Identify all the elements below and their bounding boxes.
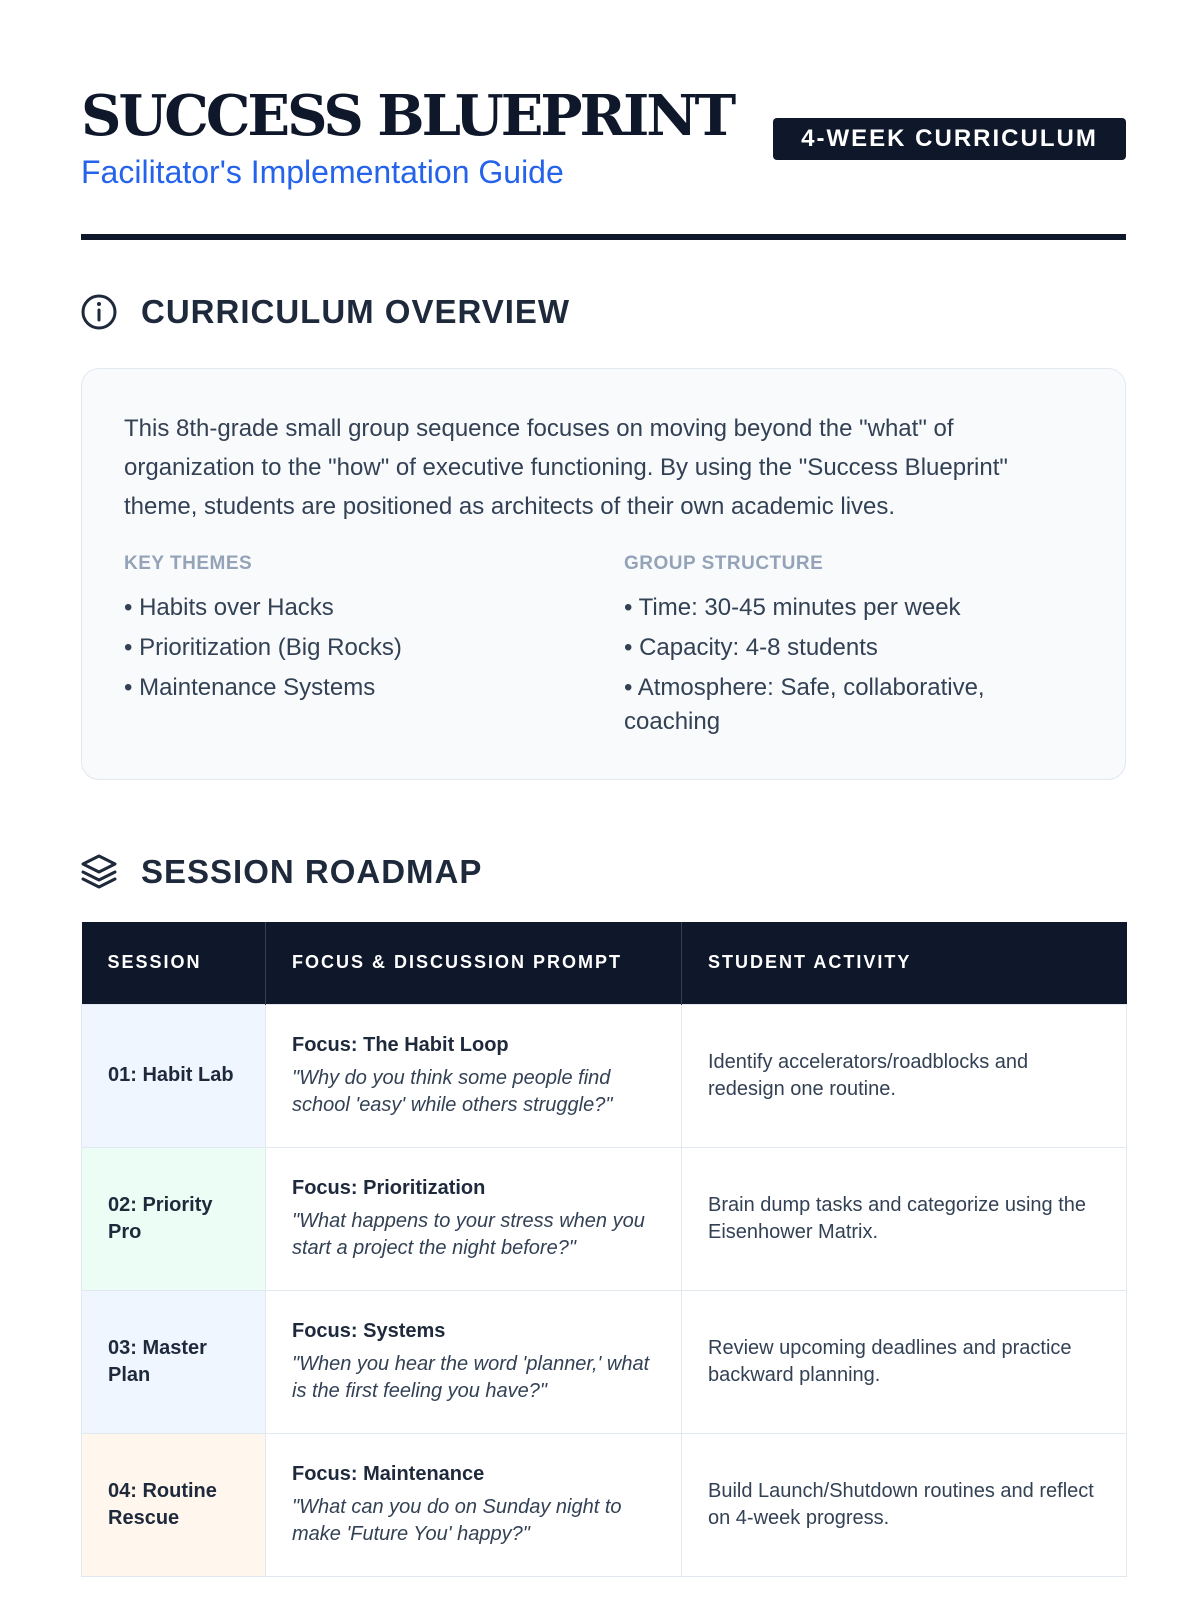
list-item: • Maintenance Systems — [124, 671, 564, 705]
key-themes-title: KEY THEMES — [124, 553, 253, 574]
focus-label: Focus: Maintenance — [292, 1463, 485, 1485]
overview-section-header — [81, 292, 1126, 332]
focus-cell — [266, 1147, 682, 1290]
column-header-activity: STUDENT ACTIVITY — [682, 922, 1127, 1004]
table-row — [82, 1004, 1127, 1147]
roadmap-section-header — [81, 852, 1126, 892]
group-structure-column — [624, 549, 1064, 745]
key-themes-column — [124, 549, 564, 711]
group-structure-list — [624, 591, 1064, 739]
column-header-focus: FOCUS & DISCUSSION PROMPT — [266, 922, 682, 1004]
table-row — [82, 1290, 1127, 1433]
discussion-prompt: "What can you do on Sunday night to make 'Future You' happy?" — [292, 1496, 622, 1545]
list-item: • Capacity: 4-8 students — [624, 631, 1064, 665]
curriculum-badge: 4-WEEK CURRICULUM — [773, 118, 1126, 160]
list-item: • Prioritization (Big Rocks) — [124, 631, 564, 665]
roadmap-heading: SESSION ROADMAP — [141, 853, 483, 890]
list-item: • Habits over Hacks — [124, 591, 564, 625]
overview-intro: This 8th-grade small group sequence focuses on moving beyond the "what" of organization to the "how" of executive functioning. By using the "Success Blueprint" theme, students are positioned as architects of their own academic lives. — [124, 415, 1008, 520]
session-cell: 03: Master Plan — [82, 1290, 266, 1433]
activity-cell: Brain dump tasks and categorize using the Eisenhower Matrix. — [682, 1147, 1127, 1290]
table-row — [82, 1433, 1127, 1576]
discussion-prompt: "What happens to your stress when you start a project the night before?" — [292, 1210, 645, 1259]
overview-heading: CURRICULUM OVERVIEW — [141, 293, 571, 330]
layers-icon — [81, 852, 121, 892]
session-cell: 04: Routine Rescue — [82, 1433, 266, 1576]
focus-label: Focus: The Habit Loop — [292, 1034, 509, 1056]
column-header-session: SESSION — [82, 922, 266, 1004]
focus-cell — [266, 1290, 682, 1433]
session-cell: 02: Priority Pro — [82, 1147, 266, 1290]
document-header — [81, 84, 1126, 194]
focus-cell — [266, 1004, 682, 1147]
list-item: • Time: 30-45 minutes per week — [624, 591, 1064, 625]
key-themes-list — [124, 591, 564, 705]
discussion-prompt: "Why do you think some people find school 'easy' while others struggle?" — [292, 1067, 613, 1116]
overview-card — [81, 368, 1126, 780]
info-circle-icon — [81, 292, 121, 332]
activity-cell: Build Launch/Shutdown routines and reflect on 4-week progress. — [682, 1433, 1127, 1576]
group-structure-title: GROUP STRUCTURE — [624, 553, 824, 574]
focus-label: Focus: Prioritization — [292, 1177, 486, 1199]
table-header-row — [82, 922, 1127, 1004]
page-subtitle: Facilitator's Implementation Guide — [81, 154, 564, 190]
list-item: • Atmosphere: Safe, collaborative, coaching — [624, 671, 1064, 739]
discussion-prompt: "When you hear the word 'planner,' what is the first feeling you have?" — [292, 1353, 650, 1402]
focus-cell — [266, 1433, 682, 1576]
header-divider — [81, 234, 1126, 240]
table-row — [82, 1147, 1127, 1290]
page-title: SUCCESS BLUEPRINT — [81, 83, 734, 149]
session-roadmap-table — [81, 922, 1127, 1577]
activity-cell: Identify accelerators/roadblocks and redesign one routine. — [682, 1004, 1127, 1147]
activity-cell: Review upcoming deadlines and practice backward planning. — [682, 1290, 1127, 1433]
session-cell: 01: Habit Lab — [82, 1004, 266, 1147]
focus-label: Focus: Systems — [292, 1320, 446, 1342]
